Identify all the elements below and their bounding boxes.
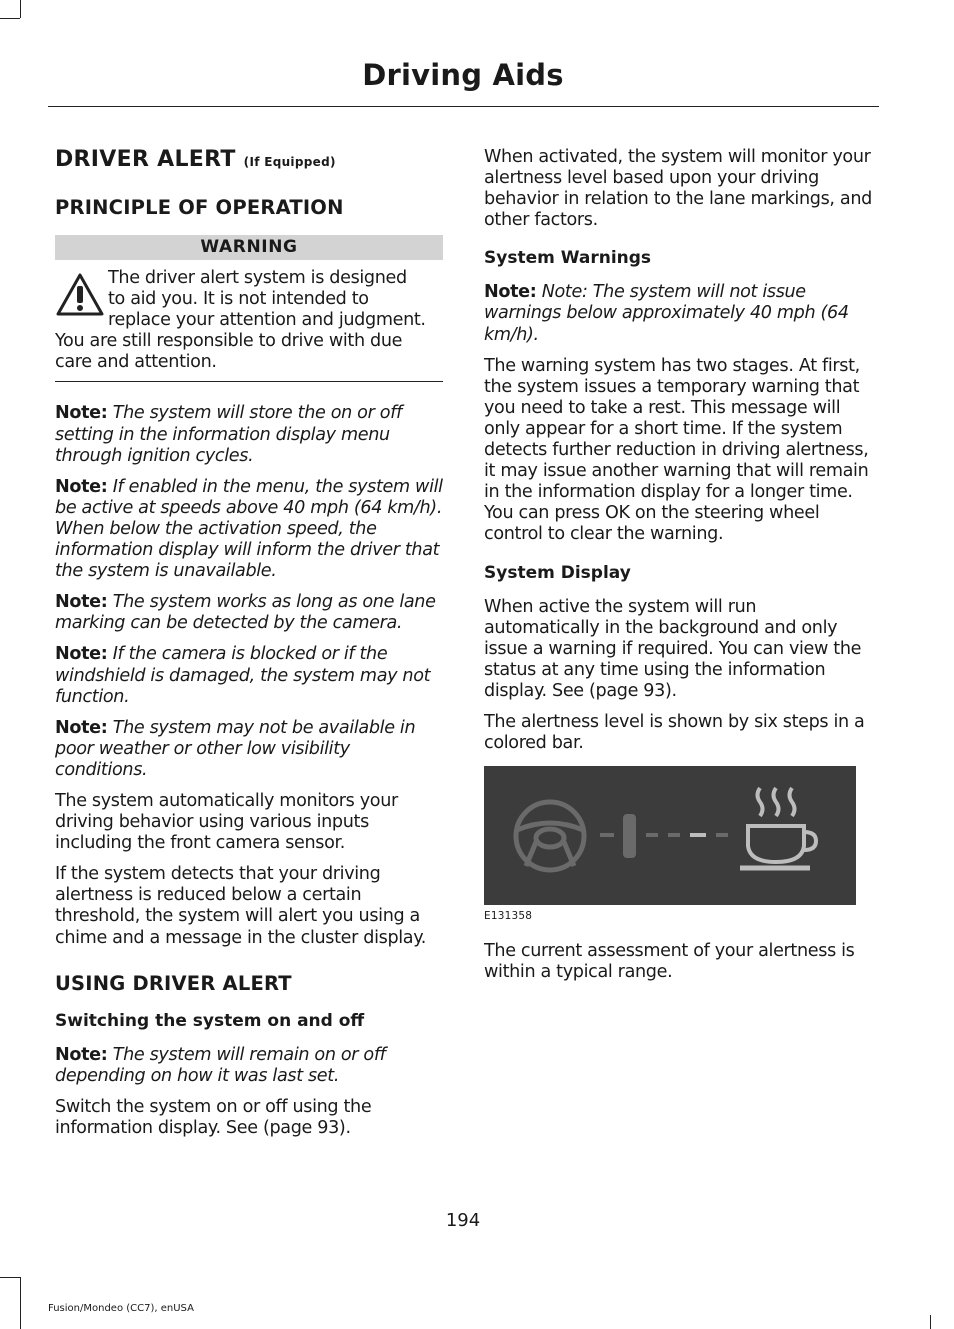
crop-mark [0, 1277, 20, 1278]
warning-triangle-icon [55, 272, 105, 318]
body-paragraph: The alertness level is shown by six steps in a colored bar. [484, 711, 865, 754]
section-qualifier: (If Equipped) [243, 155, 336, 169]
warning-box [55, 260, 443, 382]
note: Note: The system will remain on or off depending on how it was last set. [55, 1044, 386, 1086]
crop-mark [20, 1277, 21, 1329]
body-paragraph: If the system detects that your driving alertness is reduced below a certain threshold, the system will alert you using a chime and a message in the cluster display. [55, 864, 427, 948]
alertness-step-bar [600, 814, 728, 858]
body-paragraph: Switch the system on or off using the information display. See (page 93). [55, 1096, 372, 1138]
warnings-heading: System Warnings [484, 248, 652, 269]
right-column [484, 147, 874, 983]
body-paragraph: The current assessment of your alertness is within a typical range. [484, 941, 855, 983]
warning-text-line: replace your attention and judgment. [108, 310, 426, 331]
left-column [55, 145, 443, 1139]
note: Note: If the camera is blocked or if the windshield is damaged, the system may not function. [55, 644, 431, 707]
warning-bar: WARNING [55, 235, 443, 260]
note: Note: The system will store the on or off setting in the information display menu through ignition cycles. [55, 403, 402, 466]
note: Note: Note: The system will not issue warnings below approximately 40 mph (64 km/h). [484, 282, 849, 345]
using-heading: USING DRIVER ALERT [55, 971, 292, 995]
body-paragraph: The system automatically monitors your driving behavior using various inputs including the front camera sensor. [55, 790, 398, 854]
page-header-title: Driving Aids [362, 58, 564, 92]
alertness-bar-graphic [484, 766, 856, 905]
body-paragraph: The warning system has two stages. At first, the system issues a temporary warning that you need to take a rest. This message will only appear for a short time. If the system detects further reduction in driving alertness, it may issue another warning that will remain in the information display for a longer time. You can press OK on the steering wheel control to clear the warning. [484, 355, 869, 545]
note: Note: The system may not be available in poor weather or other low visibility conditions. [55, 717, 416, 780]
crop-mark [0, 18, 20, 19]
footer-text: Fusion/Mondeo (CC7), enUSA [48, 1303, 194, 1314]
section-title: DRIVER ALERT (If Equipped) [55, 147, 336, 172]
body-paragraph: When activated, the system will monitor your alertness level based upon your driving behavior in relation to the lane markings, and other factors. [484, 147, 872, 231]
warning-text-line: The driver alert system is designed [108, 268, 407, 288]
display-heading: System Display [484, 562, 631, 583]
alertness-figure [484, 766, 856, 905]
page-number: 194 [445, 1210, 481, 1231]
crop-mark [930, 1315, 931, 1329]
warning-text-line: to aid you. It is not intended to [108, 289, 369, 310]
header-divider [48, 106, 879, 107]
steering-wheel-icon [516, 802, 584, 870]
figure-label: E131358 [484, 910, 533, 923]
switch-heading: Switching the system on and off [55, 1010, 365, 1031]
note: Note: The system works as long as one lane marking can be detected by the camera. [55, 592, 436, 634]
warning-text-rest: You are still responsible to drive with due care and attention. [55, 331, 403, 373]
principle-heading: PRINCIPLE OF OPERATION [55, 196, 344, 219]
note: Note: If enabled in the menu, the system will be active at speeds above 40 mph (64 km/h). When below the activation speed, the information display will inform the driver that the system is unavailable. [55, 476, 443, 582]
coffee-cup-icon [740, 788, 816, 868]
crop-mark [20, 0, 21, 18]
body-paragraph: When active the system will run automatically in the background and only issue a warning if required. You can view the status at any time using the information display. See (page 93). [484, 596, 862, 701]
